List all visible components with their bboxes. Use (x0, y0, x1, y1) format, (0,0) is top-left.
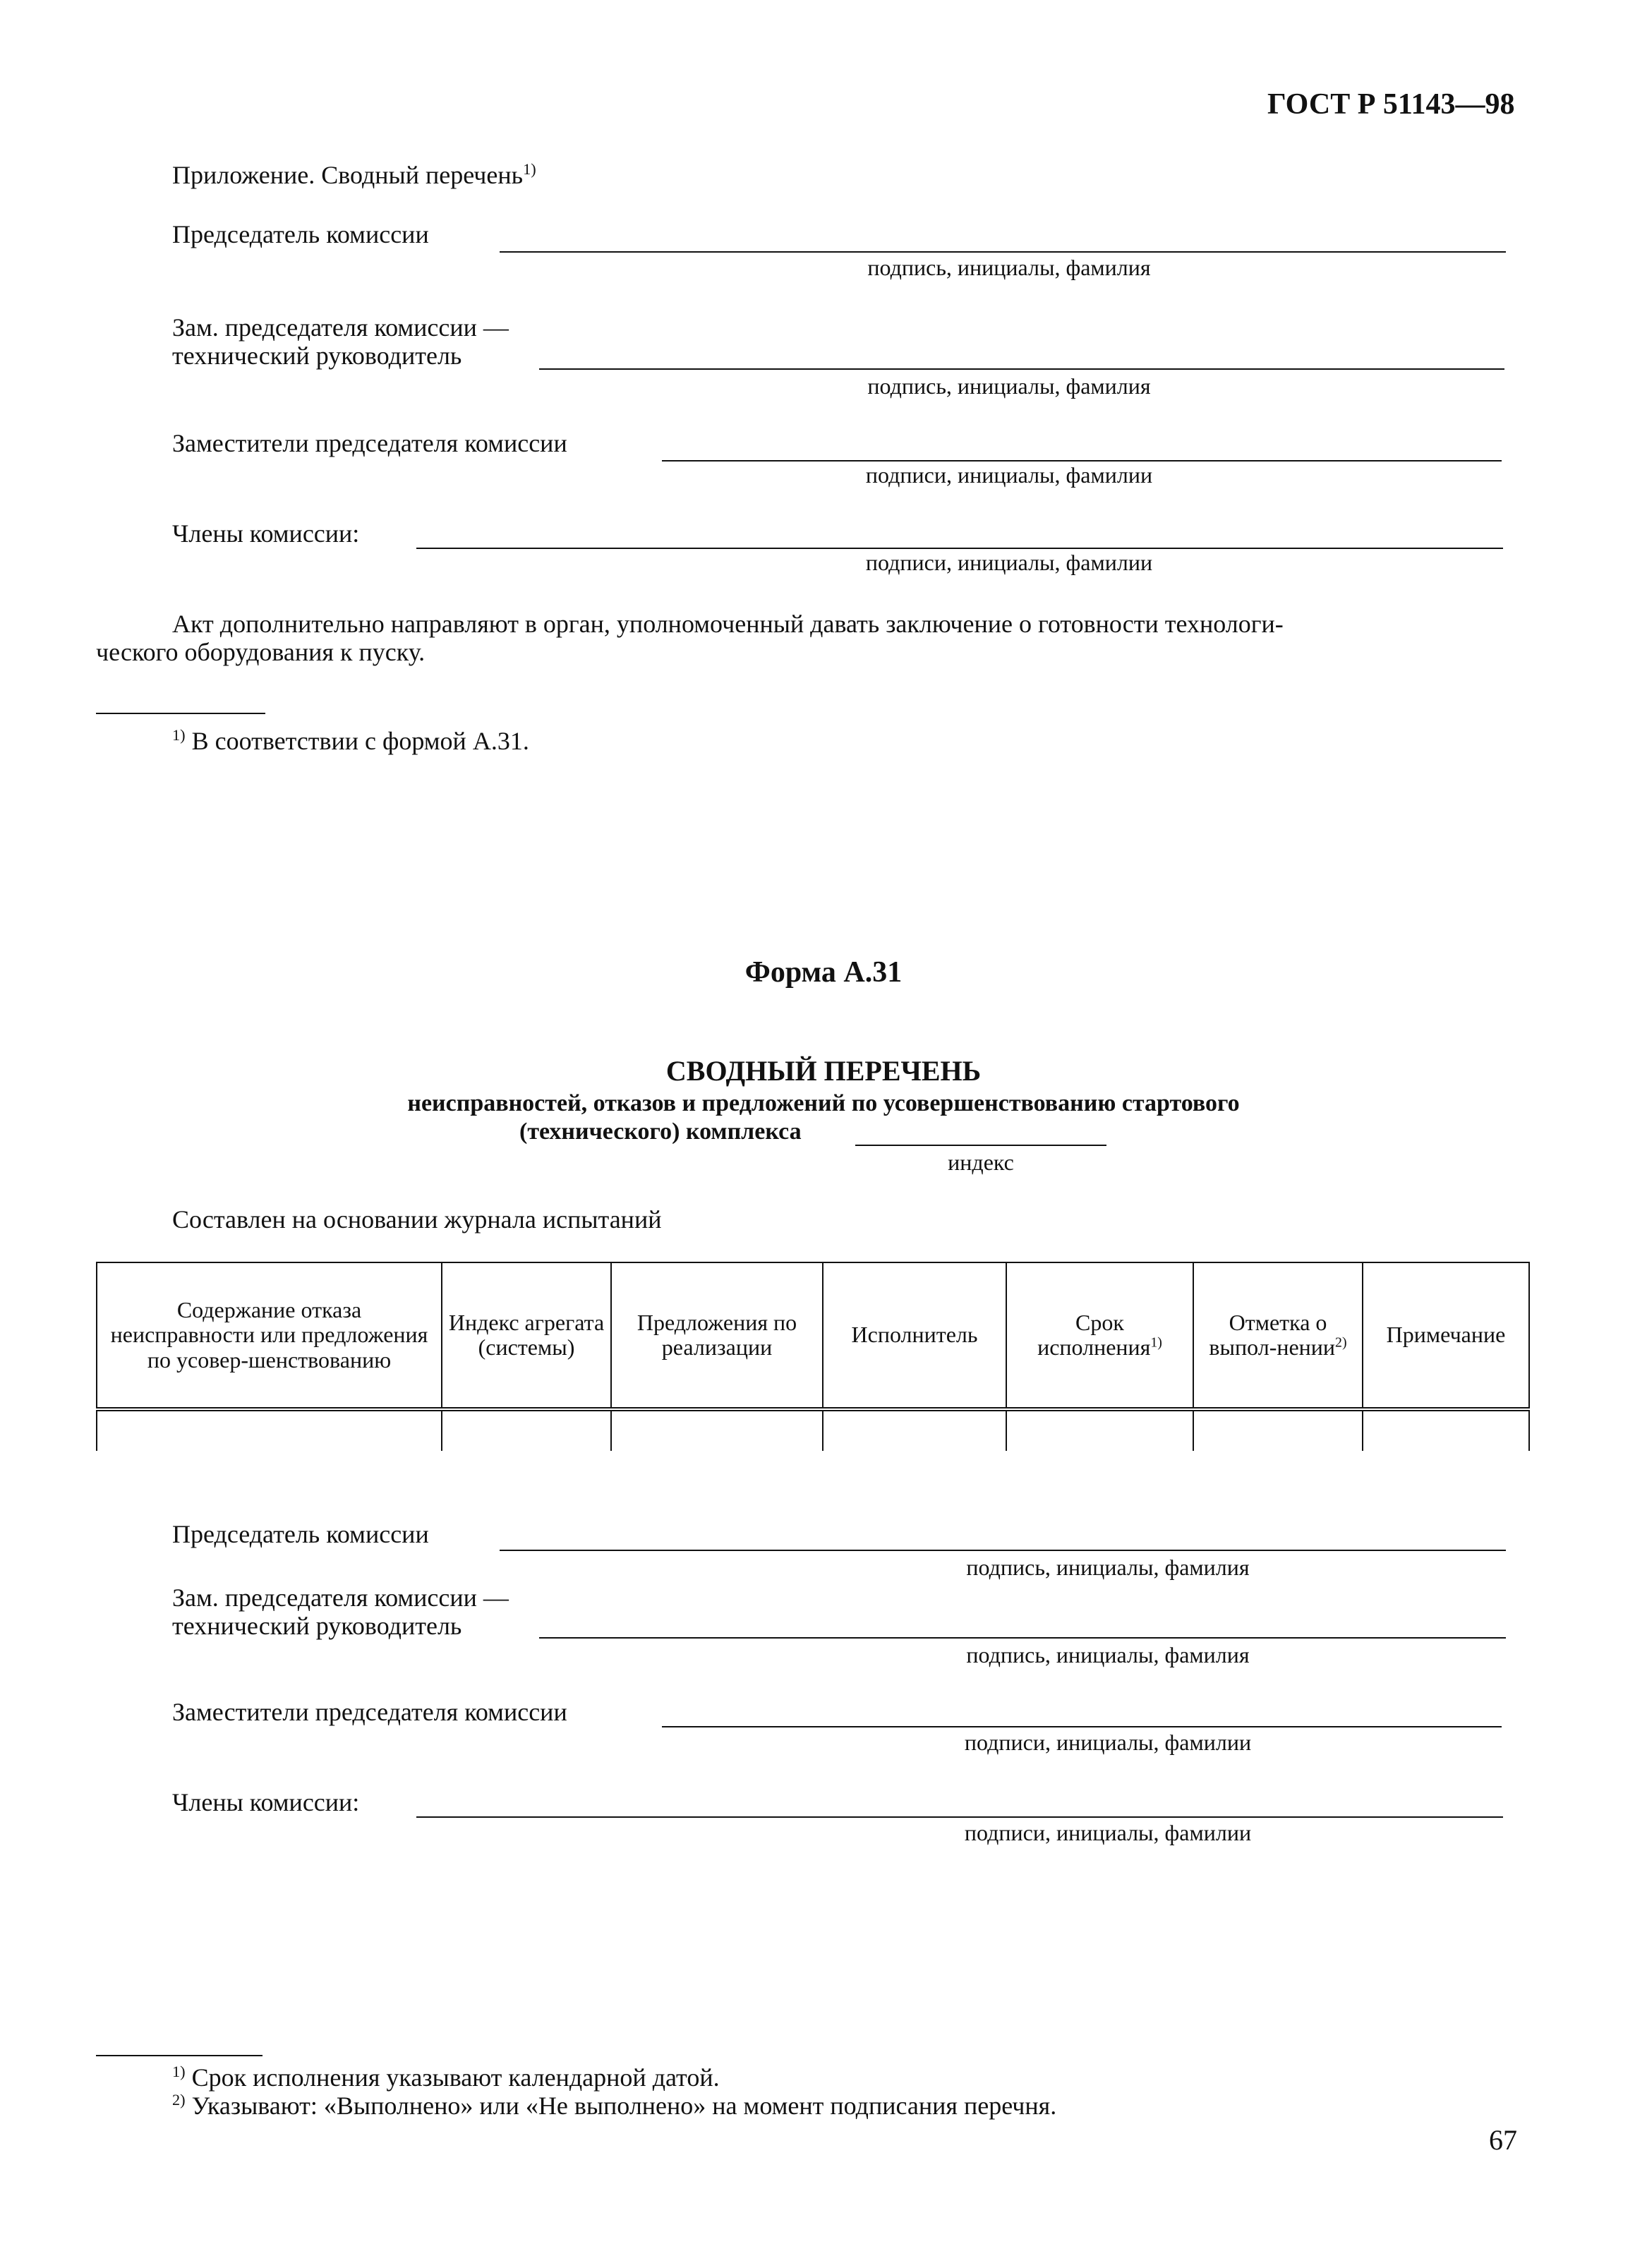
col-header-executor: Исполнитель (823, 1262, 1006, 1409)
col-header-completion-text: Отметка о выпол-нении (1209, 1309, 1336, 1360)
col-header-deadline (1006, 1262, 1193, 1409)
page-number: 67 (1489, 2124, 1517, 2156)
form-members-label: Члены комиссии: (172, 1788, 360, 1816)
bottom-footnote-rule (96, 2055, 263, 2056)
top-footnote-mark: 1) (172, 726, 186, 744)
members-label: Члены комиссии: (172, 519, 360, 548)
deputies-caption: подписи, инициалы, фамилии (865, 462, 1153, 488)
col-header-note: Примечание (1363, 1262, 1529, 1409)
index-caption: индекс (948, 1150, 1014, 1175)
deputy-signature-line[interactable] (539, 368, 1504, 370)
deputy-caption: подпись, инициалы, фамилия (867, 373, 1151, 399)
col-header-deadline-ref: 1) (1150, 1334, 1162, 1351)
form-chairman-signature-line[interactable] (500, 1550, 1506, 1551)
chairman-caption: подпись, инициалы, фамилия (867, 255, 1151, 280)
top-footnote-text: В соответствии с формой А.31. (191, 727, 529, 755)
form-heading: СВОДНЫЙ ПЕРЕЧЕНЬ (665, 1055, 982, 1087)
table-cell[interactable] (1363, 1409, 1529, 1451)
form-members-signature-line[interactable] (416, 1816, 1503, 1818)
footnote-1-mark: 1) (172, 2063, 186, 2080)
summary-table (96, 1262, 1530, 1451)
table-row (97, 1409, 1529, 1451)
table-cell[interactable] (1193, 1409, 1363, 1451)
col-header-completion-mark (1193, 1262, 1363, 1409)
act-text: Акт дополнительно направляют в орган, уполномоченный давать заключение о готовности технологи- (172, 610, 1284, 638)
deputies-label: Заместители председателя комиссии (172, 429, 567, 457)
form-subheading-line2: (технического) комплекса (519, 1118, 802, 1145)
appendix-line (172, 161, 536, 190)
form-deputies-label: Заместители председателя комиссии (172, 1698, 567, 1726)
form-deputy-caption: подпись, инициалы, фамилия (966, 1642, 1250, 1667)
table-cell[interactable] (442, 1409, 611, 1451)
form-subheading-line1: неисправностей, отказов и предложений по усовершенствованию стартового (407, 1090, 1240, 1116)
deputy-label-line2: технический руководитель (172, 342, 462, 370)
footnote-2-mark: 2) (172, 2091, 186, 2109)
form-deputies-caption: подписи, инициалы, фамилии (964, 1730, 1252, 1755)
table-cell[interactable] (97, 1409, 442, 1451)
col-header-deadline-text: Срок исполнения (1037, 1309, 1151, 1360)
form-members-caption: подписи, инициалы, фамилии (964, 1820, 1252, 1845)
footnote-1 (172, 2063, 720, 2092)
top-footnote (172, 727, 529, 756)
form-deputy-signature-line[interactable] (539, 1637, 1506, 1639)
chairman-label: Председатель комиссии (172, 220, 429, 248)
deputies-signature-line[interactable] (662, 460, 1502, 462)
col-header-unit-index: Индекс агрегата (системы) (442, 1262, 611, 1409)
form-chairman-label: Председатель комиссии (172, 1520, 429, 1548)
document-number: ГОСТ Р 51143—98 (1267, 88, 1515, 121)
col-header-proposals: Предложения по реализации (611, 1262, 823, 1409)
basis-text: Составлен на основании журнала испытаний (172, 1205, 662, 1233)
form-deputy-label-line1: Зам. председателя комиссии — (172, 1584, 509, 1612)
col-header-completion-ref: 2) (1335, 1334, 1347, 1351)
deputy-label-line1: Зам. председателя комиссии — (172, 313, 509, 342)
chairman-signature-line[interactable] (500, 251, 1506, 253)
footnote-1-text: Срок исполнения указывают календарной датой. (191, 2063, 720, 2092)
appendix-footnote-ref: 1) (523, 160, 536, 178)
complex-index-line[interactable] (855, 1145, 1106, 1146)
table-cell[interactable] (1006, 1409, 1193, 1451)
form-deputy-label-line2: технический руководитель (172, 1612, 462, 1640)
footnote-2-text: Указывают: «Выполнено» или «Не выполнено» на момент подписания перечня. (191, 2092, 1057, 2120)
members-signature-line[interactable] (416, 548, 1503, 549)
form-deputies-signature-line[interactable] (662, 1726, 1502, 1727)
table-cell[interactable] (611, 1409, 823, 1451)
act-text-continued: ческого оборудования к пуску. (96, 638, 426, 666)
table-cell[interactable] (823, 1409, 1006, 1451)
table-header-row (97, 1262, 1529, 1409)
footnote-2 (172, 2092, 1056, 2121)
form-title: Форма А.31 (744, 956, 903, 989)
footnote-rule (96, 713, 265, 714)
members-caption: подписи, инициалы, фамилии (865, 550, 1153, 575)
form-chairman-caption: подпись, инициалы, фамилия (966, 1555, 1250, 1580)
appendix-label: Приложение. Сводный перечень (172, 161, 524, 189)
col-header-content: Содержание отказа неисправности или предложения по усовер-шенствованию (97, 1262, 442, 1409)
